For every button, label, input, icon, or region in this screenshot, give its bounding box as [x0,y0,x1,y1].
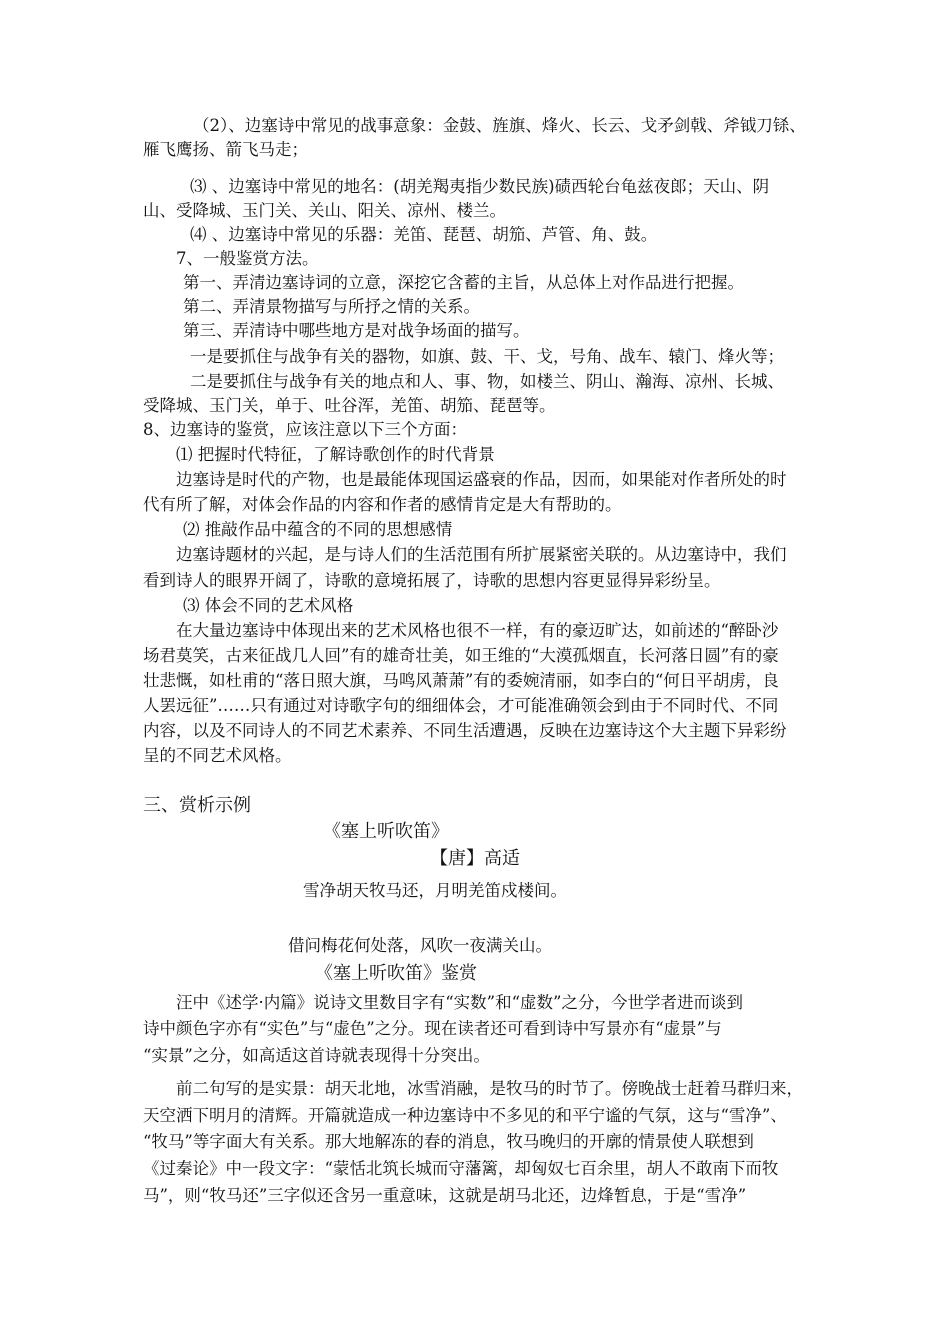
text-line: 看到诗人的眼界开阔了，诗歌的意境拓展了，诗歌的思想内容更显得异彩纷呈。 [143,571,721,590]
text-line: ⑵ 推敲作品中蕴含的不同的思想感情 [183,520,453,539]
text-line: 山、受降城、玉门关、关山、阳关、凉州、楼兰。 [143,201,506,220]
text-line: ⑷ 、边塞诗中常见的乐器：羌笛、琵琶、胡笳、芦管、角、鼓。 [190,225,658,244]
poem-title: 《塞上听吹笛》 [323,821,449,842]
text-line: 前二句写的是实景：胡天北地，冰雪消融，是牧马的时节了。傍晚战士赶着马群归来， [176,1079,803,1098]
text-line: 二是要抓住与战争有关的地点和人、事、物，如楼兰、阴山、瀚海、凉州、长城、 [190,372,784,391]
text-line: （2）、边塞诗中常见的战事意象：金鼓、旌旗、烽火、长云、戈矛剑戟、斧钺刀铩、 [193,116,806,135]
text-line: 在大量边塞诗中体现出来的艺术风格也很不一样，有的豪迈旷达，如前述的“醉卧沙 [176,621,779,640]
appreciation-title: 《塞上听吹笛》鉴赏 [315,963,477,984]
text-line: 雁飞鹰扬、箭飞马走； [143,140,308,159]
text-line: 边塞诗题材的兴起，是与诗人们的生活范围有所扩展紧密关联的。从边塞诗中，我们 [176,545,787,564]
text-line: 第一、弄清边塞诗词的立意，深挖它含蓄的主旨，从总体上对作品进行把握。 [183,273,744,292]
text-line: 人罢远征”……只有通过对诗歌字句的细细体会，才可能准确领会到由于不同时代、不同 [143,696,779,715]
text-line: 边塞诗是时代的产物，也是最能体现国运盛衰的作品，因而，如果能对作者所处的时 [176,470,787,489]
text-line: 第二、弄清景物描写与所抒之情的关系。 [183,297,480,316]
text-line: 7、一般鉴赏方法。 [176,249,319,268]
text-line: 受降城、玉门关，单于、吐谷浑，羌笛、胡笳、琵琶等。 [143,396,556,415]
text-line: “实景”之分，如高适这首诗就表现得十分突出。 [143,1046,490,1065]
poem-line: 雪净胡天牧马还，月明羌笛戍楼间。 [303,881,567,900]
text-line: 场君莫笑，古来征战几人回”有的雄奇壮美，如王维的“大漠孤烟直，长河落日圆”有的豪 [143,646,779,665]
text-line: 天空洒下明月的清辉。开篇就造成一种边塞诗中不多见的和平宁谧的气氛，这与“雪净”、 [143,1106,787,1125]
text-line: ⑶ 、边塞诗中常见的地名：(胡羌羯夷指少数民族)碛西轮台龟兹夜郎；天山、阴 [190,177,770,196]
text-line: 诗中颜色字亦有“实色”与“虚色”之分。现在读者还可看到诗中写景亦有“虚景”与 [143,1019,722,1038]
text-line: ⑴ 把握时代特征，了解诗歌创作的时代背景 [176,445,495,464]
text-line: 内容，以及不同诗人的不同艺术素养、不同生活遭遇，反映在边塞诗这个大主题下异彩纷 [143,721,787,740]
section-heading: 三、赏析示例 [143,795,251,816]
text-line: 《过秦论》中一段文字：“蒙恬北筑长城而守藩篱，却匈奴七百余里，胡人不敢南下而牧 [143,1159,779,1178]
text-line: 马”，则“牧马还”三字似还含另一重意味，这就是胡马北还，边烽暂息，于是“雪净” [143,1186,747,1205]
text-line: 第三、弄清诗中哪些地方是对战争场面的描写。 [183,321,530,340]
poem-line: 借问梅花何处落，风吹一夜满关山。 [288,936,552,955]
text-line: “牧马”等字面大有关系。那大地解冻的春的消息，牧马晚归的开廓的情景使人联想到 [143,1132,754,1151]
text-line: 一是要抓住与战争有关的器物，如旗、鼓、干、戈，号角、战车、辕门、烽火等； [190,347,784,366]
poem-author: 【唐】高适 [430,848,520,869]
text-line: 8、边塞诗的鉴赏，应该注意以下三个方面： [143,420,467,439]
text-line: 壮悲慨，如杜甫的“落日照大旗，马鸣风萧萧”有的委婉清丽，如李白的“何日平胡虏，良 [143,671,779,690]
text-line: 呈的不同艺术风格。 [143,746,292,765]
text-line: 代有所了解，对体会作品的内容和作者的感情肯定是大有帮助的。 [143,495,622,514]
text-line: ⑶ 体会不同的艺术风格 [183,596,354,615]
text-line: 汪中《述学·内篇》说诗文里数目字有“实数”和“虚数”之分，今世学者进而谈到 [176,993,743,1012]
